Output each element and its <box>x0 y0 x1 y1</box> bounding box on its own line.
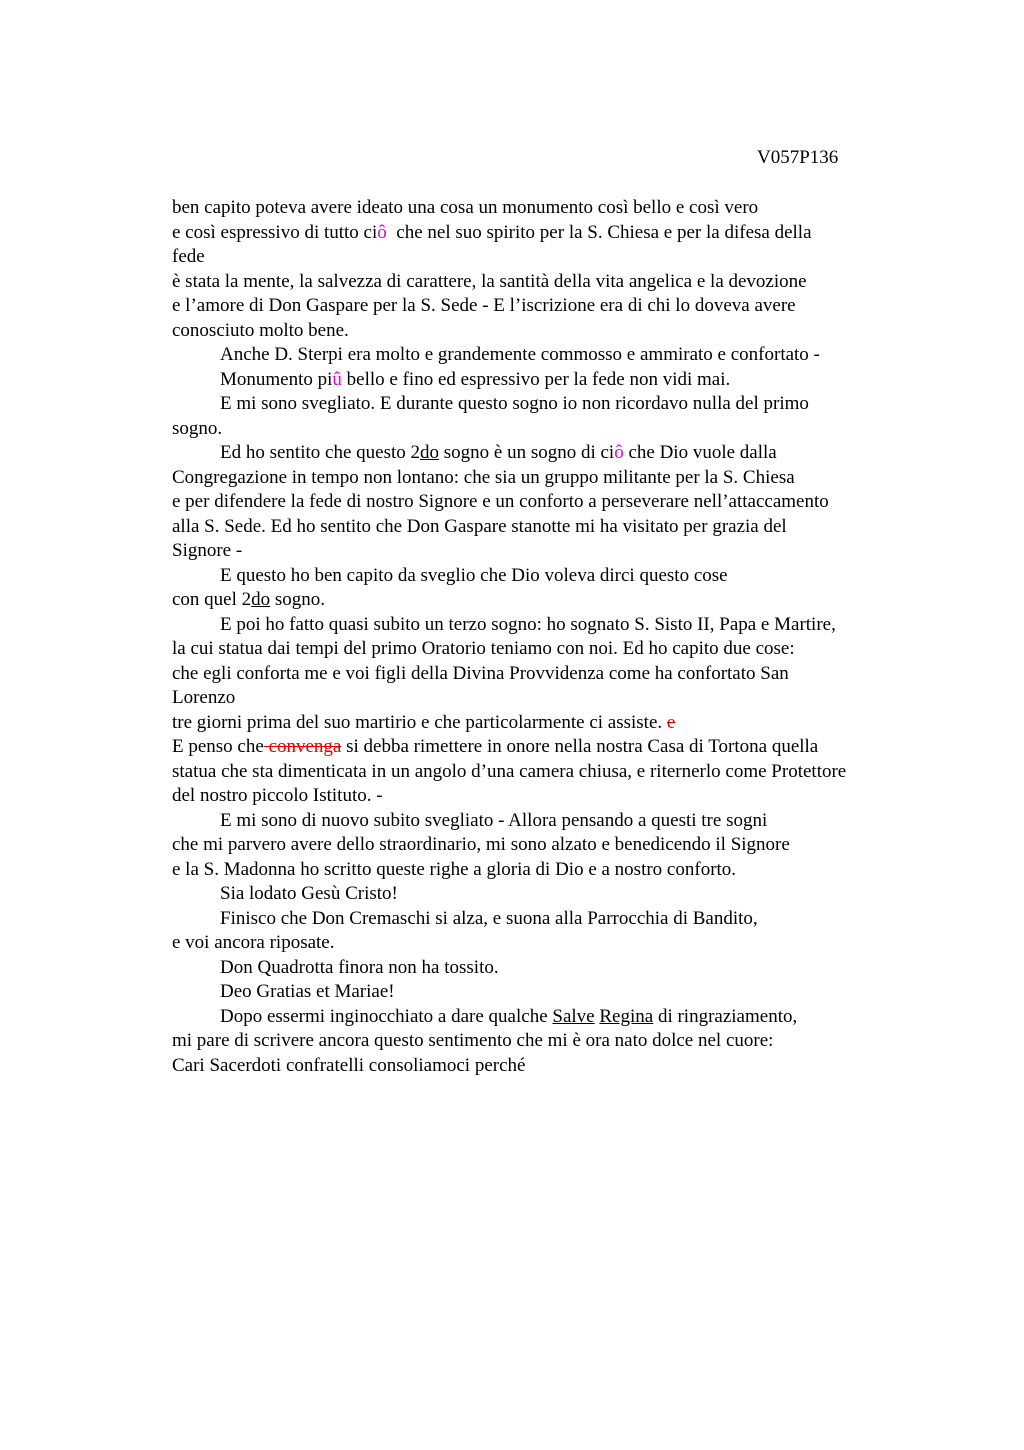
text-line: Congregazione in tempo non lontano: che sia un gruppo militante per la S. Chiesa <box>172 466 795 488</box>
text-line: Signore - <box>172 540 243 561</box>
text-line: fede <box>172 246 205 267</box>
underlined-text: Salve <box>552 1005 595 1027</box>
underlined-text: Regina <box>599 1005 654 1027</box>
text-line: e l’amore di Don Gaspare per la S. Sede - E l’iscrizione era di chi lo doveva avere <box>172 295 796 316</box>
text-line: E penso che convenga si debba rimettere in onore nella nostra Casa di Tortona quella <box>172 736 819 757</box>
deleted-text: convenga <box>263 736 342 757</box>
text-line: Ed ho sentito che questo 2do sogno è un sogno di ciô che Dio vuole dalla <box>220 442 777 463</box>
text-line: E mi sono di nuovo subito svegliato - Allora pensando a questi tre sogni <box>220 809 768 831</box>
text-line: e la S. Madonna ho scritto queste righe a gloria di Dio e a nostro conforto. <box>172 858 737 880</box>
text-line: statua che sta dimenticata in un angolo d’una camera chiusa, e riternerlo come Protettore <box>172 760 847 782</box>
text-line: e per difendere la fede di nostro Signore e un conforto a perseverare nell’attaccamento <box>172 491 829 512</box>
text-line: mi pare di scrivere ancora questo sentimento che mi è ora nato dolce nel cuore: <box>172 1030 774 1051</box>
text-line: ben capito poteva avere ideato una cosa un monumento così bello e così vero <box>172 197 759 218</box>
text-line: la cui statua dai tempi del primo Oratorio teniamo con noi. Ed ho capito due cose: <box>172 638 795 659</box>
text-line: Sia lodato Gesù Cristo! <box>220 883 398 904</box>
text-line: è stata la mente, la salvezza di carattere, la santità della vita angelica e la devozione <box>172 270 807 292</box>
text-line: E poi ho fatto quasi subito un terzo sogno: ho sognato S. Sisto II, Papa e Martire, <box>220 613 836 635</box>
text-line: alla S. Sede. Ed ho sentito che Don Gaspare stanotte mi ha visitato per grazia del <box>172 515 787 537</box>
text-line: conosciuto molto bene. <box>172 319 349 341</box>
text-line: Dopo essermi inginocchiato a dare qualche Salve Regina di ringraziamento, <box>220 1005 798 1027</box>
document-body <box>172 196 912 1078</box>
text-line: e così espressivo di tutto ciô che nel suo spirito per la S. Chiesa e per la difesa della <box>172 221 812 243</box>
text-line: Anche D. Sterpi era molto e grandemente commosso e ammirato e confortato - <box>220 344 820 365</box>
text-line: che mi parvero avere dello straordinario, mi sono alzato e benedicendo il Signore <box>172 834 790 855</box>
inserted-accent: û <box>332 368 342 390</box>
text-line: Finisco che Don Cremaschi si alza, e suona alla Parrocchia di Bandito, <box>220 907 758 929</box>
text-line: Deo Gratias et Mariae! <box>220 981 395 1002</box>
text-line: Monumento piû bello e fino ed espressivo per la fede non vidi mai. <box>220 368 731 390</box>
text-line: sogno. <box>172 417 223 439</box>
page-id-label: V057P136 <box>757 147 839 168</box>
inserted-accent: ô <box>377 221 387 243</box>
text-line: Lorenzo <box>172 687 236 708</box>
text-line: del nostro piccolo Istituto. - <box>172 785 383 806</box>
underlined-text: do <box>420 442 439 463</box>
text-line: Cari Sacerdoti confratelli consoliamoci perché <box>172 1054 526 1076</box>
text-line: E questo ho ben capito da sveglio che Dio voleva dirci questo cose <box>220 564 728 586</box>
text-line: E mi sono svegliato. E durante questo sogno io non ricordavo nulla del primo <box>220 393 809 414</box>
text-line: Don Quadrotta finora non ha tossito. <box>220 956 499 978</box>
underlined-text: do <box>251 589 271 610</box>
deleted-text: e <box>666 711 676 733</box>
text-line: e voi ancora riposate. <box>172 932 335 953</box>
inserted-accent: ô <box>614 442 624 463</box>
text-line: con quel 2do sogno. <box>172 589 326 610</box>
text-line: tre giorni prima del suo martirio e che particolarmente ci assiste. e <box>172 711 676 733</box>
text-line: che egli conforta me e voi figli della Divina Provvidenza come ha confortato San <box>172 662 789 684</box>
